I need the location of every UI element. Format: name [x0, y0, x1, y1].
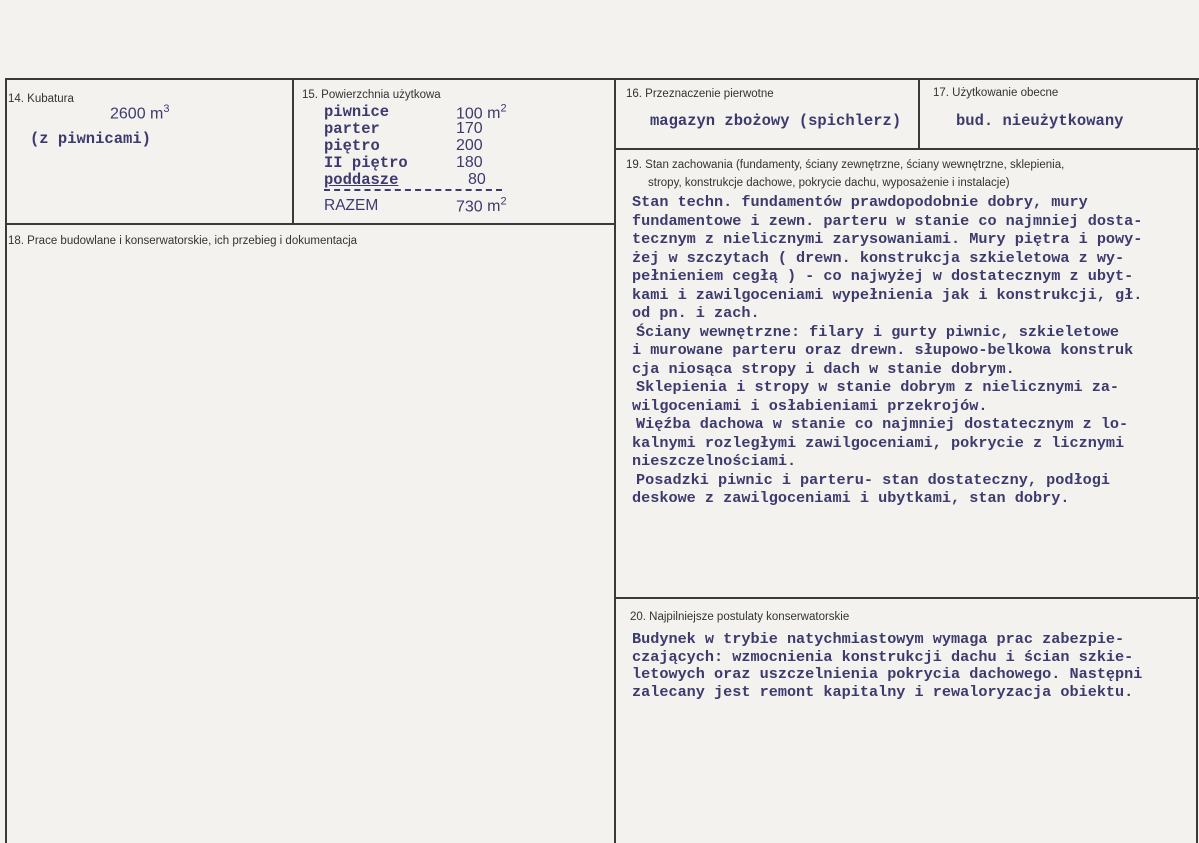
text-line: Sklepienia i stropy w stanie dobrym z nielicznymi za- [636, 378, 1120, 396]
text-line: żej w szczytach ( drewn. konstrukcja szkieletowa z wy- [632, 248, 1125, 267]
field-14-volume-sup: 3 [163, 103, 170, 115]
area-row-value: 180 [456, 154, 483, 171]
field-15-label: 15. Powierzchnia użytkowa [302, 89, 441, 101]
area-row-value: 200 [456, 137, 483, 154]
top-border-line [5, 78, 1199, 80]
total-separator-line [324, 189, 502, 191]
total-unit-sup: 2 [500, 196, 507, 208]
text-line: Budynek w trybie natychmiastowym wymaga prac zabezpie- [632, 630, 1125, 648]
field-19-label-line: stropy, konstrukcje dachowe, pokrycie dachu, wyposażenie i instalacje) [648, 177, 1010, 189]
text-line: Posadzki piwnic i parteru- stan dostateczny, podłogi [636, 470, 1110, 489]
row-divider-left [5, 223, 616, 225]
text-line: i murowane parteru oraz drewn. słupowo-belkowa konstruk [632, 341, 1134, 359]
text-line: kami i zawilgoceniami wypełnienia jak i konstrukcji, gł. [632, 285, 1143, 304]
text-line: Ściany wewnętrzne: filary i gurty piwnic, szkieletowe [636, 322, 1120, 341]
area-row-name: parter [324, 120, 380, 138]
col-divider-main [614, 78, 616, 843]
text-line: czających: wzmocnienia konstrukcji dachu i ścian szkie- [632, 647, 1134, 666]
area-row-name: II piętro [324, 154, 408, 172]
text-line: Więźba dachowa w stanie co najmniej dostatecznym z lo- [636, 415, 1129, 433]
area-row-value: 80 [468, 171, 486, 188]
area-row-value-number: 100 [456, 105, 483, 123]
text-line: tecznym z nielicznymi zarysowaniami. Mury piętra i powy- [632, 230, 1143, 248]
field-17-label: 17. Użytkowanie obecne [933, 87, 1059, 99]
text-line: wilgoceniami i osłabieniami przekrojów. [632, 396, 988, 415]
field-20-label: 20. Najpilniejsze postulaty konserwatorskie [630, 611, 850, 623]
text-line: deskowe z zawilgoceniami i ubytkami, stan dobry. [632, 489, 1070, 507]
text-line: nieszczelnościami. [632, 452, 797, 470]
total-unit: m [487, 198, 501, 216]
text-line: od pn. i zach. [632, 304, 760, 322]
area-row-name: poddasze [324, 171, 399, 189]
field-20-text [632, 631, 1194, 701]
row-divider-right-bottom [616, 597, 1199, 599]
row-divider-right-top [616, 148, 1199, 150]
field-19-label [626, 156, 1194, 192]
area-row-unit [487, 105, 506, 122]
text-line: cja niosąca stropy i dach w stanie dobrym. [632, 359, 1015, 378]
text-line: Stan techn. fundamentów prawdopodobnie dobry, mury [632, 193, 1088, 211]
field-19-label-line: 19. Stan zachowania (fundamenty, ściany zewnętrzne, ściany wewnętrzne, sklepienia, [626, 159, 1065, 171]
field-14-volume [110, 103, 170, 123]
col-divider-16-17 [918, 78, 920, 149]
text-line: fundamentowe i zewn. parteru w stanie co najmniej dosta- [632, 211, 1143, 230]
field-14-label: 14. Kubatura [8, 93, 74, 105]
field-18-label: 18. Prace budowlane i konserwatorskie, ich przebieg i dokumentacja [8, 235, 358, 247]
field-16-label: 16. Przeznaczenie pierwotne [626, 88, 774, 100]
col-divider-14-15 [292, 78, 294, 224]
field-17-value: bud. nieużytkowany [956, 112, 1124, 130]
area-row-value: 170 [456, 120, 483, 137]
area-row-name: piętro [324, 137, 380, 155]
right-edge-line [1196, 78, 1198, 843]
area-unit-sup: 2 [500, 103, 507, 115]
field-14-volume-value: 2600 m [110, 105, 164, 123]
field-14-note: (z piwnicami) [30, 130, 151, 148]
field-19-text [632, 193, 1194, 508]
area-unit: m [487, 105, 501, 123]
text-line: kalnymi rozległymi zawilgoceniami, pokrycie z licznymi [632, 433, 1125, 452]
text-line: zalecany jest remont kapitalny i rewaloryzacja obiektu. [632, 682, 1134, 701]
area-row-name: piwnice [324, 103, 390, 121]
area-total-number: 730 [456, 198, 483, 216]
area-total-unit [487, 198, 506, 215]
left-edge-line [5, 78, 7, 843]
field-16-value: magazyn zbożowy (spichlerz) [650, 112, 902, 130]
area-total-value [456, 196, 507, 216]
text-line: letowych oraz uszczelnienia pokrycia dachowego. Następni [632, 665, 1143, 683]
area-total-label: RAZEM [324, 197, 379, 214]
text-line: pełnieniem cegłą ) - co najwyżej w dostatecznym z ubyt- [632, 267, 1134, 285]
